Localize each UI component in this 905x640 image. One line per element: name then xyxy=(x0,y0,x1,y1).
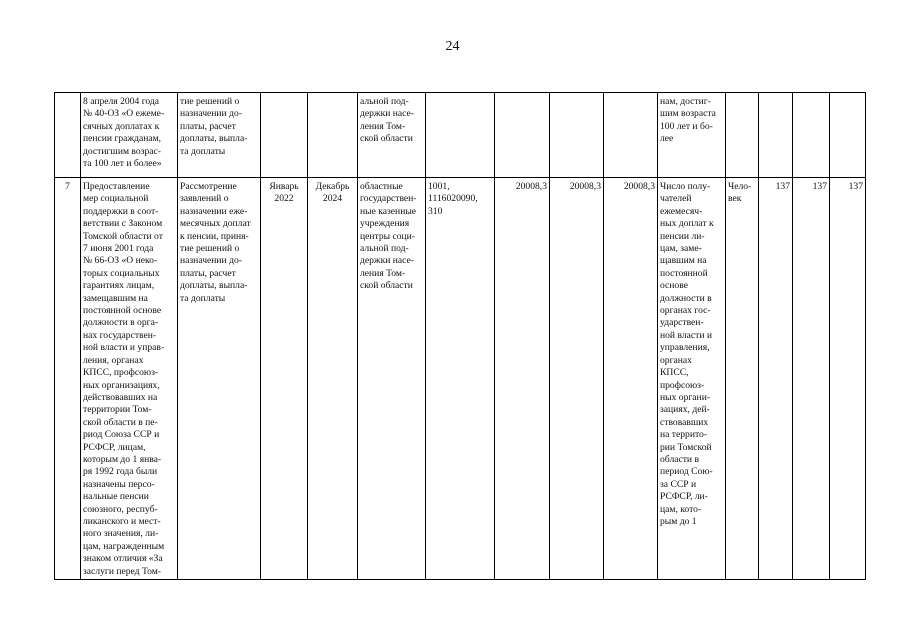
text-line: постоянной основе xyxy=(83,305,162,317)
text-line: ные казенные xyxy=(360,205,417,217)
cell-value-1: 137 xyxy=(759,178,793,580)
text-line: основе xyxy=(660,280,688,292)
text-line: альной под- xyxy=(360,243,409,255)
text-line: назначении еже- xyxy=(180,205,248,217)
text-line: пенсии ли- xyxy=(660,230,705,242)
program-activities-table xyxy=(54,92,866,580)
text-line: тие решений о xyxy=(180,96,240,107)
text-line: та 100 лет и более» xyxy=(83,158,162,170)
cell-amount-1: 20008,3 xyxy=(495,178,550,580)
cell-start xyxy=(261,178,308,580)
text-line: ветствии с Законом xyxy=(83,218,163,230)
text-line: КПСС, профсоюз- xyxy=(83,367,159,379)
cell-value-3 xyxy=(830,93,866,178)
text-line: учреждения xyxy=(360,218,410,230)
text-line: Число полу- xyxy=(660,181,711,192)
text-line: 2022 xyxy=(274,193,294,205)
cell-indicator xyxy=(658,93,726,178)
text-line: 1001, xyxy=(428,181,450,192)
text-line: Томской области от xyxy=(83,230,163,242)
text-line: ской области в пе- xyxy=(83,416,158,428)
text-line: должности в xyxy=(660,292,712,304)
text-line: которым до 1 янва- xyxy=(83,453,162,465)
text-line: знаком отличия «За xyxy=(83,553,163,565)
text-line: щавшим на xyxy=(660,255,707,267)
text-line: к пенсии, приня- xyxy=(180,230,249,242)
text-line: ударствен- xyxy=(660,317,704,329)
text-line: территории Том- xyxy=(83,404,152,416)
text-line: ской области xyxy=(360,133,413,145)
cell-executor xyxy=(358,178,426,580)
text-line: шим возраста xyxy=(660,108,716,120)
text-line: альной под- xyxy=(360,96,409,107)
text-line: союзного, респуб- xyxy=(83,503,158,515)
text-line: нах государствен- xyxy=(83,329,157,341)
text-line: месячных доплат xyxy=(180,218,251,230)
text-line: нальные пенсии xyxy=(83,491,149,503)
text-line: РСФСР, лицам, xyxy=(83,441,146,453)
text-line: держки насе- xyxy=(360,255,414,267)
text-line: зациях, дей- xyxy=(660,404,710,416)
text-line: гарантиях лицам, xyxy=(83,280,155,292)
text-line: РСФСР, ли- xyxy=(660,491,708,503)
text-line: доплаты, выпла- xyxy=(180,280,248,292)
text-line: Рассмотрение xyxy=(180,181,237,192)
cell-kbk xyxy=(426,178,495,580)
text-line: ления Том- xyxy=(360,267,406,279)
text-line: держки насе- xyxy=(360,108,414,120)
text-line: 8 апреля 2004 года xyxy=(83,96,160,107)
text-line: постоянной xyxy=(660,267,708,279)
text-line: ных доплат к xyxy=(660,218,714,230)
text-line: 1116020090, xyxy=(428,193,478,205)
cell-end xyxy=(308,178,358,580)
text-line: поддержки в соот- xyxy=(83,205,159,217)
text-line: ря 1992 года были xyxy=(83,466,158,478)
cell-value-2 xyxy=(793,93,830,178)
text-line: назначены персо- xyxy=(83,478,155,490)
cell-end xyxy=(308,93,358,178)
text-line: № 40-ОЗ «О ежеме- xyxy=(83,108,165,120)
text-line: ской области xyxy=(360,280,413,292)
text-line: лее xyxy=(660,133,674,145)
cell-start xyxy=(261,93,308,178)
page-number: 24 xyxy=(445,39,460,54)
text-line: должности в орга- xyxy=(83,317,159,329)
text-line: мер социальной xyxy=(83,193,149,205)
text-line: областные xyxy=(360,181,403,192)
text-line: цам, кото- xyxy=(660,503,702,515)
text-line: Чело- xyxy=(728,181,752,192)
text-line: назначении до- xyxy=(180,255,242,267)
text-line: на террито- xyxy=(660,429,708,441)
text-line: сячных доплатах к xyxy=(83,120,160,132)
text-line: платы, расчет xyxy=(180,267,236,279)
text-line: профсоюз- xyxy=(660,379,705,391)
table-row-continuation xyxy=(55,93,866,178)
text-line: ной власти и xyxy=(660,329,713,341)
cell-amount-2 xyxy=(550,93,604,178)
cell-kbk xyxy=(426,93,495,178)
cell-indicator xyxy=(658,178,726,580)
text-line: действовавших на xyxy=(83,391,158,403)
text-line: период Сою- xyxy=(660,466,713,478)
text-line: тие решений о xyxy=(180,243,240,255)
cell-activity-name xyxy=(81,178,178,580)
text-line: ления Том- xyxy=(360,120,406,132)
text-line: та доплаты xyxy=(180,292,226,304)
text-line: № 66-ОЗ «О неко- xyxy=(83,255,158,267)
text-line: ствовавших xyxy=(660,416,709,428)
text-line: центры соци- xyxy=(360,230,415,242)
text-line: заявлений о xyxy=(180,193,229,205)
text-line: 310 xyxy=(428,205,443,217)
text-line: торых социальных xyxy=(83,267,160,279)
text-line: платы, расчет xyxy=(180,120,236,132)
cell-value-1 xyxy=(759,93,793,178)
cell-unit xyxy=(726,93,759,178)
text-line: цам, награжденным xyxy=(83,540,165,552)
text-line: 7 июня 2001 года xyxy=(83,243,154,255)
text-line: органах гос- xyxy=(660,305,711,317)
text-line: органах xyxy=(660,354,692,366)
text-line: государствен- xyxy=(360,193,417,205)
cell-amount-3: 20008,3 xyxy=(604,178,658,580)
text-line: рии Томской xyxy=(660,441,712,453)
cell-activity-content xyxy=(178,93,261,178)
text-line: достигшим возрас- xyxy=(83,145,161,157)
text-line: чателей xyxy=(660,193,692,205)
text-line: ления, органах xyxy=(83,354,144,366)
cell-activity-name xyxy=(81,93,178,178)
cell-value-3: 137 xyxy=(830,178,866,580)
text-line: ежемесяч- xyxy=(660,205,703,217)
cell-num xyxy=(55,93,81,178)
text-line: области в xyxy=(660,453,699,465)
cell-executor xyxy=(358,93,426,178)
text-line: век xyxy=(728,193,742,205)
text-line: пенсии гражданам, xyxy=(83,133,162,145)
text-line: Январь xyxy=(269,181,299,192)
text-line: цам, заме- xyxy=(660,243,702,255)
text-line: Предоставление xyxy=(83,181,150,192)
text-line: нам, достиг- xyxy=(660,96,711,107)
text-line: та доплаты xyxy=(180,145,226,157)
text-line: ных органи- xyxy=(660,391,711,403)
text-line: риод Союза ССР и xyxy=(83,429,160,441)
text-line: назначении до- xyxy=(180,108,242,120)
cell-amount-1 xyxy=(495,93,550,178)
text-line: доплаты, выпла- xyxy=(180,133,248,145)
cell-amount-2: 20008,3 xyxy=(550,178,604,580)
cell-activity-content xyxy=(178,178,261,580)
text-line: ной власти и управ- xyxy=(83,342,165,354)
table-row-7 xyxy=(55,178,866,580)
text-line: Декабрь xyxy=(315,181,350,192)
cell-amount-3 xyxy=(604,93,658,178)
cell-unit xyxy=(726,178,759,580)
text-line: КПСС, xyxy=(660,367,689,379)
text-line: заслуги перед Том- xyxy=(83,565,161,577)
text-line: замещавшим на xyxy=(83,292,148,304)
text-line: управления, xyxy=(660,342,710,354)
text-line: за ССР и xyxy=(660,478,697,490)
text-line: рым до 1 xyxy=(660,515,697,527)
text-line: ликанского и мест- xyxy=(83,515,161,527)
cell-num: 7 xyxy=(55,178,81,580)
text-line: 2024 xyxy=(322,193,343,205)
text-line: ного значения, ли- xyxy=(83,528,159,540)
cell-value-2: 137 xyxy=(793,178,830,580)
text-line: ных организациях, xyxy=(83,379,160,391)
text-line: 100 лет и бо- xyxy=(660,120,713,132)
